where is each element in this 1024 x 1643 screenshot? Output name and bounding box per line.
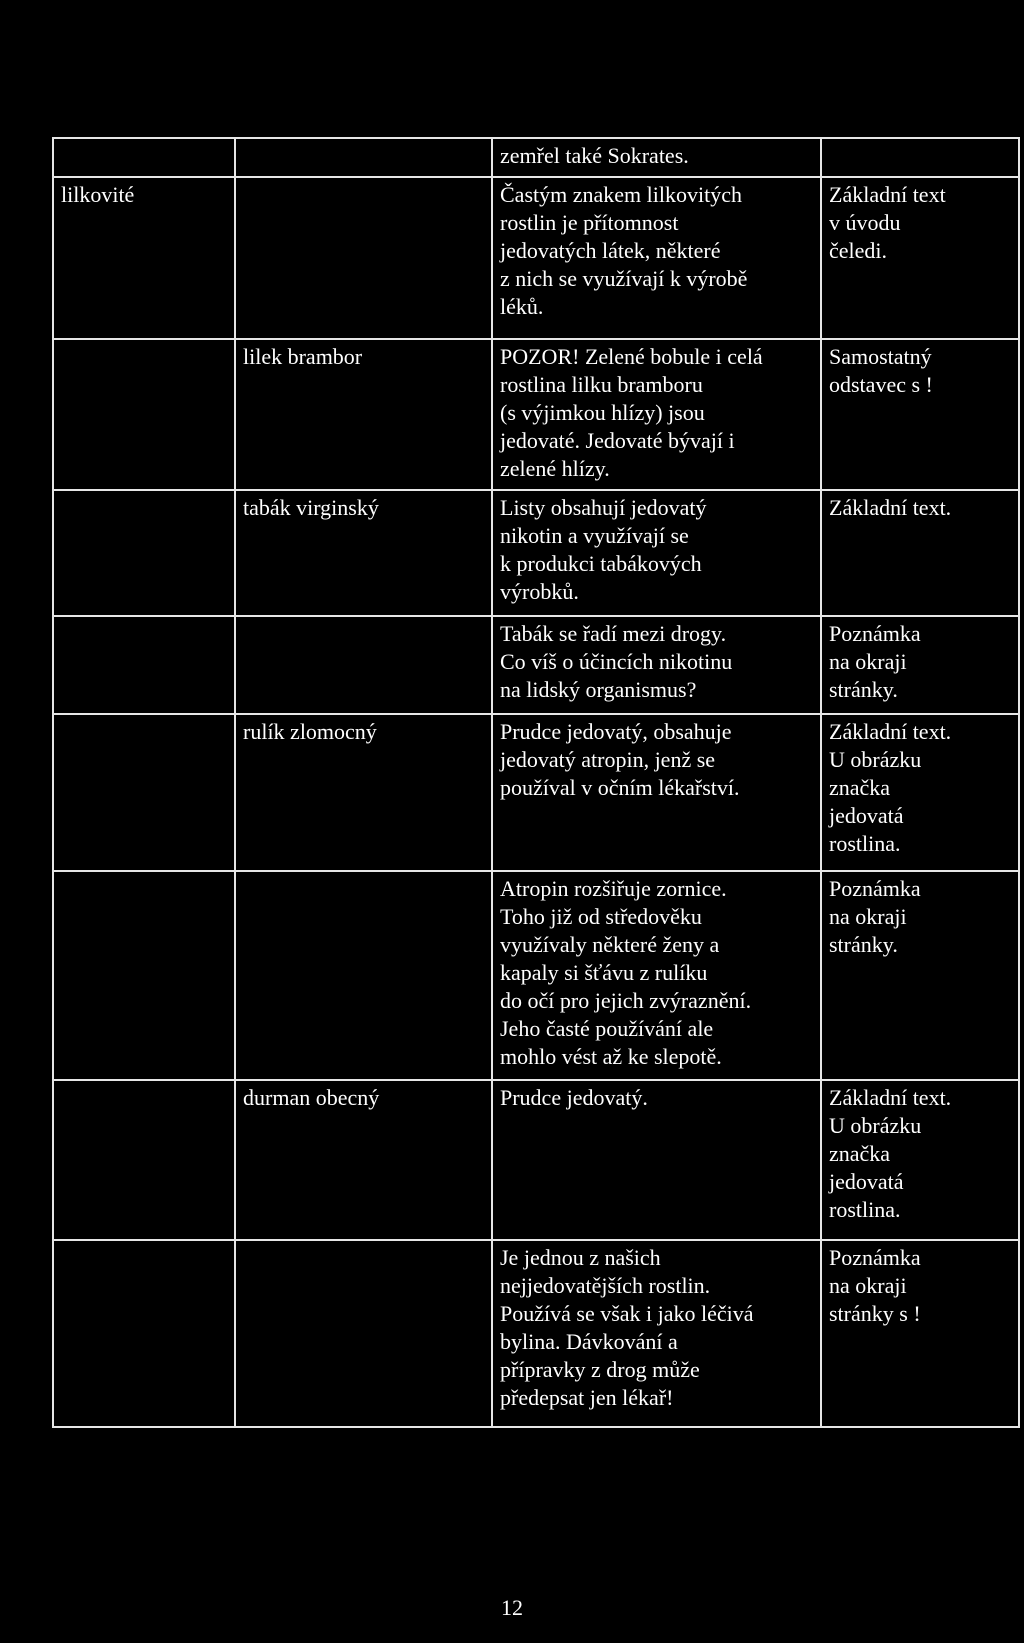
table-row: [53, 616, 1019, 714]
description-cell: Tabák se řadí mezi drogy. Co víš o účincích nikotinu na lidský organismus?: [492, 616, 821, 714]
note-cell: Základní text. U obrázku značka jedovatá rostlina.: [821, 714, 1019, 871]
species-cell: tabák virginský: [235, 490, 492, 616]
description-cell: zemřel také Sokrates.: [492, 138, 821, 177]
description-cell: Prudce jedovatý.: [492, 1080, 821, 1240]
note-cell: Základní text.: [821, 490, 1019, 616]
species-cell: [235, 616, 492, 714]
note-cell: Poznámka na okraji stránky.: [821, 616, 1019, 714]
description-cell: Listy obsahují jedovatý nikotin a využívají se k produkci tabákových výrobků.: [492, 490, 821, 616]
plants-table: [52, 137, 1020, 1428]
note-cell: Základní text v úvodu čeledi.: [821, 177, 1019, 339]
note-cell: Samostatný odstavec s !: [821, 339, 1019, 490]
note-cell: Poznámka na okraji stránky.: [821, 871, 1019, 1080]
note-cell: Poznámka na okraji stránky s !: [821, 1240, 1019, 1427]
family-cell: [53, 138, 235, 177]
family-cell: [53, 616, 235, 714]
table-row: [53, 490, 1019, 616]
family-cell: [53, 1080, 235, 1240]
note-cell: [821, 138, 1019, 177]
family-cell: lilkovité: [53, 177, 235, 339]
page-number: 12: [501, 1595, 523, 1620]
table-row: [53, 177, 1019, 339]
table-row: [53, 1240, 1019, 1427]
table-row: [53, 871, 1019, 1080]
description-cell: POZOR! Zelené bobule i celá rostlina lilku bramboru (s výjimkou hlízy) jsou jedovaté. Jedovaté bývají i zelené hlízy.: [492, 339, 821, 490]
species-cell: [235, 1240, 492, 1427]
table-row: [53, 1080, 1019, 1240]
note-cell: Základní text. U obrázku značka jedovatá rostlina.: [821, 1080, 1019, 1240]
species-cell: rulík zlomocný: [235, 714, 492, 871]
description-cell: Častým znakem lilkovitých rostlin je přítomnost jedovatých látek, některé z nich se využívají k výrobě léků.: [492, 177, 821, 339]
family-cell: [53, 871, 235, 1080]
table-row: [53, 714, 1019, 871]
family-cell: [53, 1240, 235, 1427]
table-row: [53, 138, 1019, 177]
description-cell: Prudce jedovatý, obsahuje jedovatý atropin, jenž se používal v očním lékařství.: [492, 714, 821, 871]
description-cell: Atropin rozšiřuje zornice. Toho již od středověku využívaly některé ženy a kapaly si šťávu z rulíku do očí pro jejich zvýraznění. Jeho časté používání ale mohlo vést až ke slepotě.: [492, 871, 821, 1080]
family-cell: [53, 490, 235, 616]
species-cell: [235, 138, 492, 177]
species-cell: [235, 871, 492, 1080]
family-cell: [53, 339, 235, 490]
family-cell: [53, 714, 235, 871]
species-cell: [235, 177, 492, 339]
species-cell: durman obecný: [235, 1080, 492, 1240]
description-cell: Je jednou z našich nejjedovatějších rostlin. Používá se však i jako léčivá bylina. Dávkování a přípravky z drog může předepsat jen lékař!: [492, 1240, 821, 1427]
species-cell: lilek brambor: [235, 339, 492, 490]
table-row: [53, 339, 1019, 490]
